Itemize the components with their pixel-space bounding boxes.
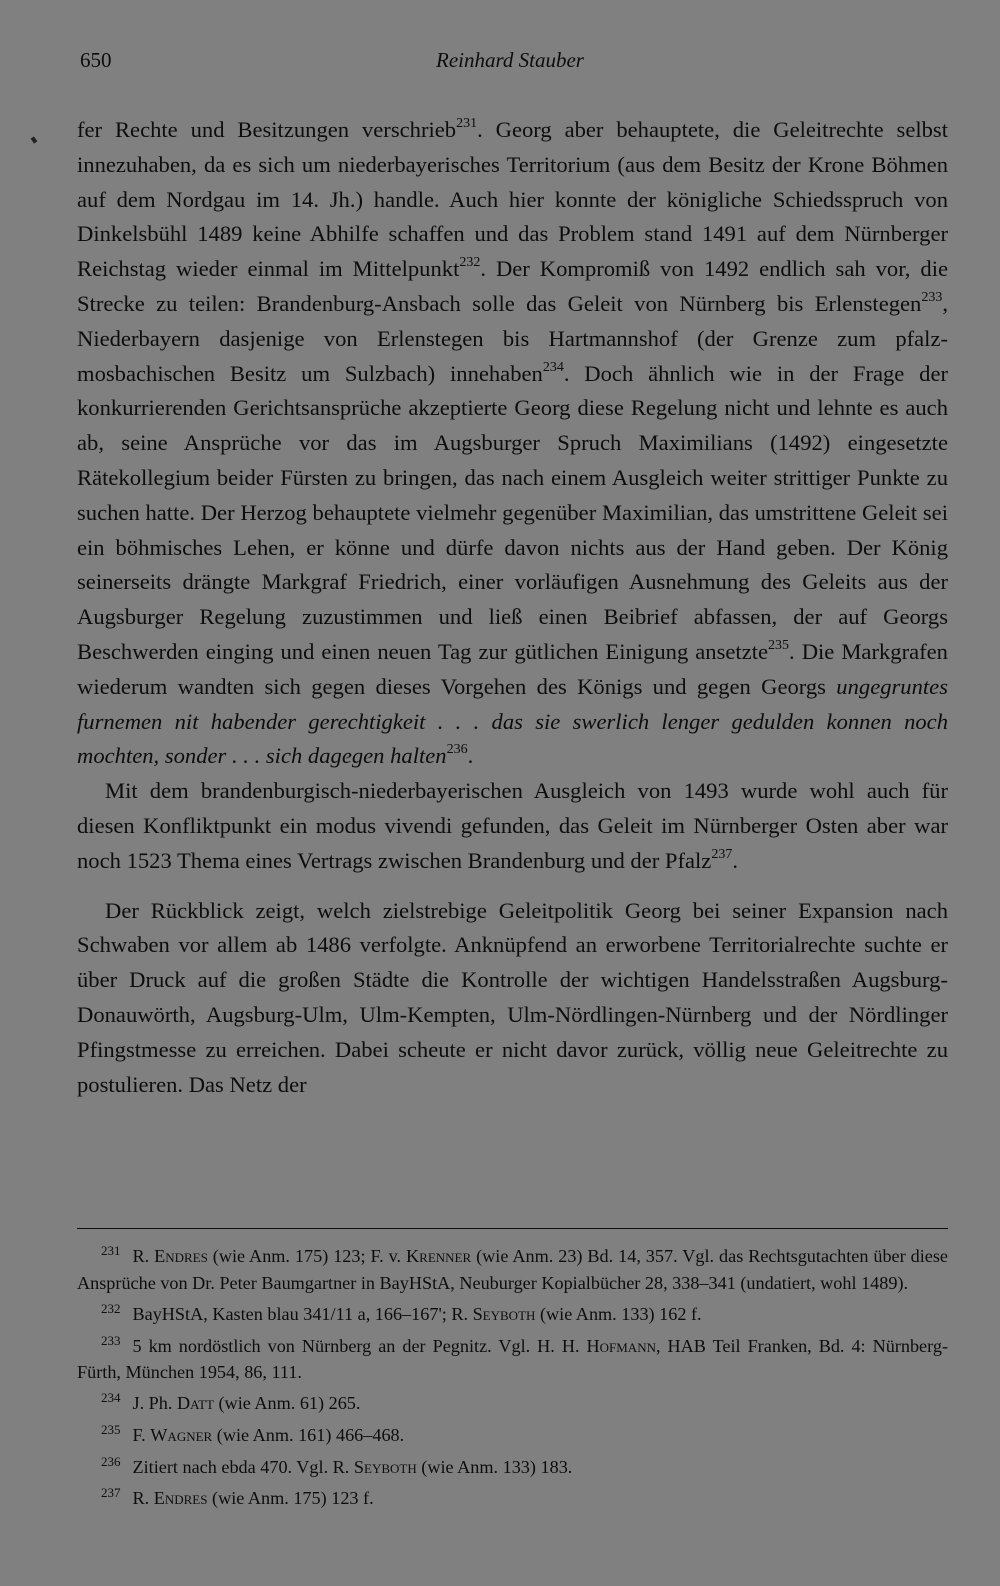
footnote-232: $^{232}$ BayHStA, Kasten blau 341/11 a, 166–167'; R. Seyboth (wie Anm. 133) 162 f. bbox=[101, 1300, 702, 1325]
footnote-ref[interactable]: 237 bbox=[711, 846, 733, 862]
footnote-237: $^{237}$ R. Endres (wie Anm. 175) 123 f. bbox=[101, 1485, 374, 1509]
main-text bbox=[77, 113, 948, 1102]
running-head: Reinhard Stauber bbox=[436, 48, 584, 72]
page-header bbox=[80, 48, 940, 82]
margin-mark bbox=[31, 136, 38, 143]
footnote-ref[interactable]: 232 bbox=[459, 255, 481, 271]
footnote-ref[interactable]: 236 bbox=[446, 742, 468, 758]
footnote-ref[interactable]: 234 bbox=[542, 359, 564, 375]
footnote-ref[interactable]: 233 bbox=[921, 290, 943, 306]
page-number: 650 bbox=[80, 48, 112, 72]
footnote-separator bbox=[77, 1228, 948, 1229]
footnote-236: $^{236}$ Zitiert nach ebda 470. Vgl. R. Seyboth (wie Anm. 133) 183. bbox=[101, 1453, 573, 1477]
footnote-231: $^{231}$ R. Endres (wie Anm. 175) 123; F. v. Krenner (wie Anm. 23) Bd. 14, 357. Vgl. das Rechtsgutachten über diese Ansprüche von Dr. Peter Baumgartner in BayHStA, Neuburger Kopialbücher 28, 338–341 (undatiert, wohl 1489). bbox=[77, 1243, 948, 1293]
footnotes bbox=[77, 1238, 948, 1512]
footnote-233: $^{233}$ 5 km nordöstlich von Nürnberg an der Pegnitz. Vgl. H. H. Hofmann, HAB Teil Franken, Bd. 4: Nürnberg-Fürth, München 1954, 86, 111. bbox=[77, 1332, 949, 1383]
paragraph-1: fer Rechte und Besitzungen verschrieb$^{231}$. Georg aber behauptete, die Geleitrechte selbst innezuhaben, da es sich um niederbayerisches Territorium (aus dem Besitz der Krone Böhmen auf dem Nordgau im 14. Jh.) handle. Auch hier konnte der königliche Schiedsspruch von Dinkelsbühl 1489 keine Abhilfe schaffen und das Problem stand 1491 auf dem Nürnberger Reichstag wieder einmal im Mittelpunkt$^{232}$. Der Kompromiß von 1492 endlich sah vor, die Strecke zu teilen: Brandenburg-Ansbach solle das Geleit von Nürnberg bis Erlenstegen$^{233}$, Niederbayern dasjenige von Erlenstegen bis Hartmannshof (der Grenze zum pfalz-mosbachischen Besitz um Sulzbach) innehaben$^{234}$. Doch ähnlich wie in der Frage der konkurrierenden Gerichtsansprüche akzeptierte Georg diese Regelung nicht und lehnte es auch ab, seine Ansprüche vor das im Augsburger Spruch Maximilians (1492) eingesetzte Rätekollegium beider Fürsten zu bringen, das nach einem Ausgleich weiter strittiger Punkte zu suchen hatte. Der Herzog behauptete vielmehr gegenüber Maximilian, das umstrittene Geleit sei ein böhmisches Lehen, er könne und dürfe davon nichts aus der Hand geben. Der König seinerseits drängte Markgraf Friedrich, einer vorläufigen Ausnehmung des Geleits aus der Augsburger Regelung zuzustimmen und ließ einen Beibrief abfassen, der auf Georgs Beschwerden einging und einen neuen Tag zur gütlichen Einigung ansetzte$^{235}$. Die Markgrafen wiederum wandten sich gegen dieses Vorgehen des Königs und gegen Georgs ungegruntes furnemen nit habender gerechtigkeit . . . das sie swerlich lenger gedulden konnen noch mochten, sonder . . . sich dagegen halten$^{236}$. bbox=[77, 116, 949, 769]
paragraph-2: Mit dem brandenburgisch-niederbayerischen Ausgleich von 1493 wurde wohl auch für diesen Konfliktpunkt ein modus vivendi gefunden, das Geleit im Nürnberger Osten aber war noch 1523 Thema eines Vertrags zwischen Brandenburg und der Pfalz$^{237}$. bbox=[77, 778, 948, 873]
footnote-234: $^{234}$ J. Ph. Datt (wie Anm. 61) 265. bbox=[101, 1390, 361, 1414]
footnote-235: $^{235}$ F. Wagner (wie Anm. 161) 466–468. bbox=[101, 1422, 405, 1446]
paragraph-3: Der Rückblick zeigt, welch zielstrebige Geleitpolitik Georg bei seiner Expansion nach Schwaben vor allem ab 1486 verfolgte. Anknüpfend an erworbene Territorialrechte suchte er über Druck auf die großen Städte die Kontrolle der wichtigen Handelsstraßen Augsburg-Donauwörth, Augsburg-Ulm, Ulm-Kempten, Ulm-Nördlingen-Nürnberg und der Nördlinger Pfingstmesse zu erreichen. Dabei scheute er nicht davor zurück, völlig neue Geleitrechte zu postulieren. Das Netz der bbox=[77, 897, 948, 1097]
footnote-ref[interactable]: 231 bbox=[456, 116, 478, 132]
footnote-ref[interactable]: 235 bbox=[768, 638, 790, 654]
italic-quote: ungegruntes furnemen nit habender gerechtigkeit . . . das sie swerlich lenger gedulden konnen noch mochten, sonder . . . sich dagegen halten bbox=[77, 673, 948, 769]
